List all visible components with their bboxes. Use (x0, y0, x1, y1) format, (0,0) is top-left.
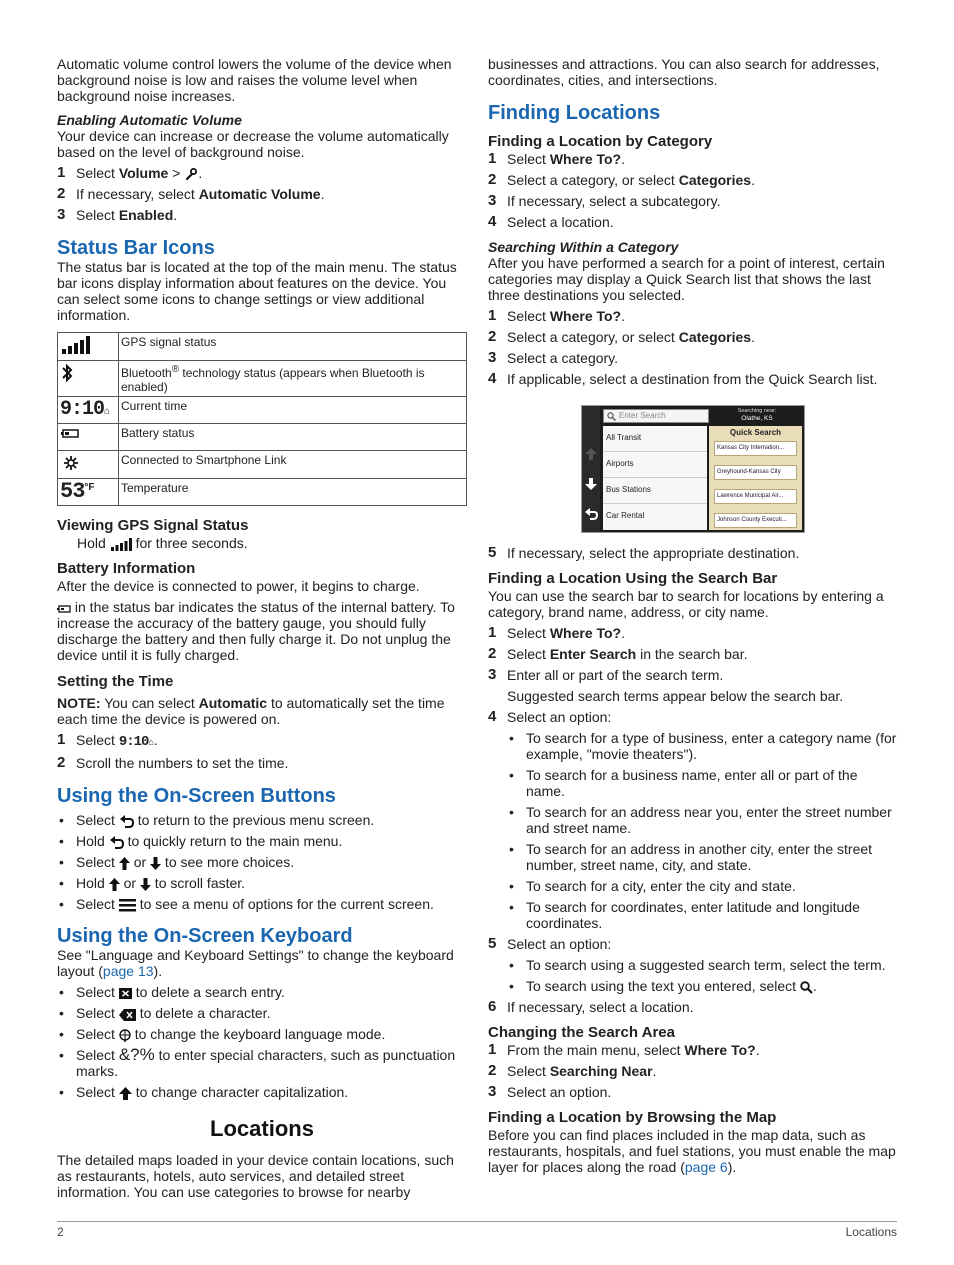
list-item: • Select to change the keyboard language mode. (57, 1026, 467, 1042)
table-row (58, 479, 467, 506)
search-area-heading: Changing the Search Area (488, 1024, 675, 1041)
searching-near-value: Olathe, KS (741, 415, 773, 422)
list-item[interactable]: Johnson County Executi... (714, 513, 797, 528)
table-row (58, 361, 467, 397)
table-cell: GPS signal status (119, 333, 467, 361)
list-item: 1 Select Where To?. (488, 624, 625, 641)
list-item: 2 Select Enter Search in the search bar. (488, 645, 748, 662)
gps-status-text: Hold for three seconds. (77, 535, 248, 552)
wrench-icon (184, 167, 198, 181)
list-item: 1 From the main menu, select Where To?. (488, 1041, 760, 1058)
list-item: 1 Select 9:10⌂. (57, 731, 158, 751)
setting-time-steps (57, 732, 467, 771)
search-bar-options (488, 730, 898, 931)
footer-divider (57, 1221, 897, 1222)
within-category-text: After you have performed a search for a point of interest, certain categories may display a Quick Search list that shows the last three destinations you selected. (488, 255, 885, 303)
on-screen-buttons-list (57, 812, 467, 912)
list-item: 4 Select an option: (488, 708, 612, 725)
temperature-icon: $53^{^\circ F}$ (58, 479, 119, 506)
table-cell: Bluetooth® technology status (appears when Bluetooth is enabled) (119, 361, 467, 397)
list-item: • To search for an address near you, enter the street number and street name. (488, 804, 898, 836)
on-screen-buttons-heading: Using the On-Screen Buttons (57, 785, 336, 808)
list-item[interactable]: Airports (603, 452, 707, 478)
gps-status-heading: Viewing GPS Signal Status (57, 517, 249, 535)
shift-icon (119, 1087, 132, 1100)
search-bar-step5 (488, 936, 898, 952)
list-item: 5 If necessary, select the appropriate destination. (488, 544, 800, 561)
language-mode-icon (119, 1029, 131, 1042)
battery-text-2: in the status bar indicates the status of the internal battery. To increase the accuracy of the battery gauge, you should fully discharge the battery and then fully charge it. Do not unplug the device until it is fully charged. (57, 599, 455, 664)
left-column (57, 56, 467, 1200)
page-number: 2 (57, 1225, 64, 1239)
list-item: 2 Select Searching Near. (488, 1062, 657, 1079)
list-item: • To search for a business name, enter all or part of the name. (488, 767, 898, 799)
search-area-steps (488, 1042, 898, 1100)
list-item: 2 If necessary, select Automatic Volume. (57, 185, 325, 203)
within-category-step5 (488, 545, 898, 561)
search-placeholder: Enter Search (619, 411, 666, 420)
quick-search-title: Quick Search (729, 428, 782, 437)
search-icon (607, 412, 616, 421)
setting-time-heading: Setting the Time (57, 673, 174, 691)
list-item: 2 Select a category, or select Categories. (488, 328, 755, 345)
list-item: 1 Select Volume > . (57, 164, 203, 181)
battery-icon (57, 604, 71, 614)
list-item: • Select to return to the previous menu screen. (57, 812, 467, 828)
list-item: 1 Select Where To?. (488, 307, 625, 324)
locations-heading: Locations (210, 1116, 314, 1142)
gps-signal-icon (110, 538, 132, 551)
list-item: 3 Enter all or part of the search term. Suggested search terms appear below the search bar. (488, 667, 898, 704)
right-column (488, 56, 898, 1175)
clock-icon: 9:10⌂ (58, 397, 119, 424)
enabling-volume-heading: Enabling Automatic Volume (57, 112, 242, 128)
list-item: 3 Select Enabled. (57, 206, 178, 224)
table-row (58, 333, 467, 361)
page-link[interactable]: page 6 (684, 1159, 728, 1175)
clock-icon: 9:10 (118, 734, 149, 751)
search-bar-text: You can use the search bar to search for locations by entering a category, brand name, address, or city name. (488, 588, 884, 620)
list-item: • Select or to see more choices. (57, 854, 467, 870)
backspace-icon (119, 1009, 136, 1021)
list-item: • Hold to quickly return to the main menu. (57, 833, 467, 849)
finding-locations-heading: Finding Locations (488, 102, 661, 124)
list-item: • Select &?% to enter special characters, such as punctuation marks. (57, 1047, 467, 1079)
battery-text-1: After the device is connected to power, it begins to charge. (57, 578, 420, 595)
list-item: • To search for coordinates, enter latitude and longitude coordinates. (488, 899, 898, 931)
menu-icon (119, 899, 136, 912)
list-item: 4 Select a location. (488, 213, 614, 230)
special-characters-icon: &?% (118, 1045, 155, 1065)
table-row (58, 397, 467, 424)
table-cell: Current time (119, 397, 467, 424)
table-row (58, 451, 467, 479)
list-item: • To search using a suggested search term, select the term. (488, 957, 898, 973)
searching-near-label: Searching near: (737, 408, 777, 414)
keyboard-text: See "Language and Keyboard Settings" to change the keyboard layout (page 13). (57, 947, 454, 980)
status-bar-text: The status bar is located at the top of the main menu. The status bar icons display information about features on the device. You can select some icons to change settings or view additional information. (57, 259, 457, 324)
list-item[interactable]: All Transit (603, 426, 707, 452)
back-icon (119, 815, 134, 828)
list-item: • Select to delete a search entry. (57, 984, 467, 1000)
list-item[interactable]: Kansas City Internation... (714, 441, 797, 456)
arrow-up-icon (585, 448, 597, 460)
within-category-steps (488, 308, 898, 387)
table-cell: Battery status (119, 424, 467, 451)
list-item: • Hold or to scroll faster. (57, 875, 467, 891)
list-item: 1 Select Where To?. (488, 150, 625, 167)
battery-heading: Battery Information (57, 560, 196, 578)
by-category-steps (488, 151, 898, 230)
search-bar-heading: Finding a Location Using the Search Bar (488, 570, 778, 587)
on-screen-keyboard-heading: Using the On-Screen Keyboard (57, 925, 353, 948)
list-item: 2 Select a category, or select Categories. (488, 171, 755, 188)
arrow-down-icon (140, 878, 151, 891)
step-note: Suggested search terms appear below the search bar. (507, 688, 844, 704)
enabling-volume-steps (57, 165, 467, 223)
list-item: 3 Select a category. (488, 349, 619, 366)
locations-text: The detailed maps loaded in your device contain locations, such as restaurants, hotels, auto services, and detailed street information. You can use categories to browse for nearby (57, 1152, 454, 1201)
back-icon (585, 508, 598, 520)
list-item: 2 Scroll the numbers to set the time. (57, 754, 289, 772)
battery-icon (58, 424, 119, 451)
list-item: 3 Select an option. (488, 1083, 612, 1100)
time-note: NOTE: You can select Automatic to automatically set the time each time the device is powered on. (57, 695, 445, 728)
intro-paragraph: Automatic volume control lowers the volume of the device when background noise is low and raises the volume level when background noise increases. (57, 56, 452, 104)
gps-signal-icon (58, 333, 119, 361)
quick-search-panel (709, 426, 802, 530)
browse-map-heading: Finding a Location by Browsing the Map (488, 1109, 777, 1126)
list-item: 4 If applicable, select a destination from the Quick Search list. (488, 370, 878, 387)
category-list (603, 426, 707, 530)
page-link[interactable]: page 13 (102, 963, 154, 980)
by-category-heading: Finding a Location by Category (488, 133, 713, 150)
list-item: 3 If necessary, select a subcategory. (488, 192, 721, 209)
arrow-up-icon (119, 857, 130, 870)
device-side-bar (582, 406, 600, 532)
table-row (58, 424, 467, 451)
list-item: • Select to see a menu of options for the current screen. (57, 896, 467, 912)
arrow-down-icon (585, 478, 597, 490)
list-item[interactable]: Greyhound-Kansas City (714, 465, 797, 480)
status-bar-icons-heading: Status Bar Icons (57, 237, 215, 260)
locations-continued: businesses and attractions. You can also search for addresses, coordinates, cities, and intersections. (488, 56, 880, 88)
table-cell: Connected to Smartphone Link (119, 451, 467, 479)
keyboard-list (57, 984, 467, 1100)
browse-map-text: Before you can find places included in the map data, such as restaurants, hospitals, and fuel stations, you must enable the map layer for places along the road (page 6). (488, 1127, 896, 1175)
within-category-heading: Searching Within a Category (488, 239, 679, 255)
search-input[interactable] (603, 409, 709, 423)
list-item[interactable]: Car Rental (606, 511, 645, 520)
list-item: 5 Select an option: (488, 935, 612, 952)
bluetooth-icon (58, 361, 119, 397)
status-icons-table (57, 332, 467, 506)
list-item: • To search for an address in another city, enter the street number, street name, city, and state. (488, 841, 898, 873)
list-item: • Select to delete a character. (57, 1005, 467, 1021)
list-item: 6 If necessary, select a location. (488, 998, 694, 1015)
searching-near[interactable] (712, 408, 802, 424)
table-cell: Temperature (119, 479, 467, 506)
search-icon (800, 981, 813, 994)
enabling-volume-text: Your device can increase or decrease the volume automatically based on the level of background noise. (57, 128, 449, 160)
list-item: • Select to change character capitalization. (57, 1084, 467, 1100)
search-bar-steps (488, 625, 898, 725)
device-screenshot (581, 405, 805, 533)
search-bar-step6 (488, 999, 898, 1015)
arrow-down-icon (150, 857, 161, 870)
list-item: • To search for a city, enter the city and state. (488, 878, 898, 894)
list-item: • To search for a type of business, enter a category name (for example, "movie theaters"). (488, 730, 898, 762)
search-bar-step5-options (488, 957, 898, 994)
list-item[interactable]: Lawrence Municipal Air... (714, 489, 797, 504)
clear-entry-icon (119, 988, 132, 999)
list-item[interactable]: Bus Stations (603, 478, 707, 504)
list-item: • To search using the text you entered, select . (488, 978, 898, 994)
smartphone-link-icon (58, 451, 119, 479)
arrow-up-icon (109, 878, 120, 891)
footer-section: Locations (845, 1225, 897, 1239)
back-icon (109, 836, 124, 849)
